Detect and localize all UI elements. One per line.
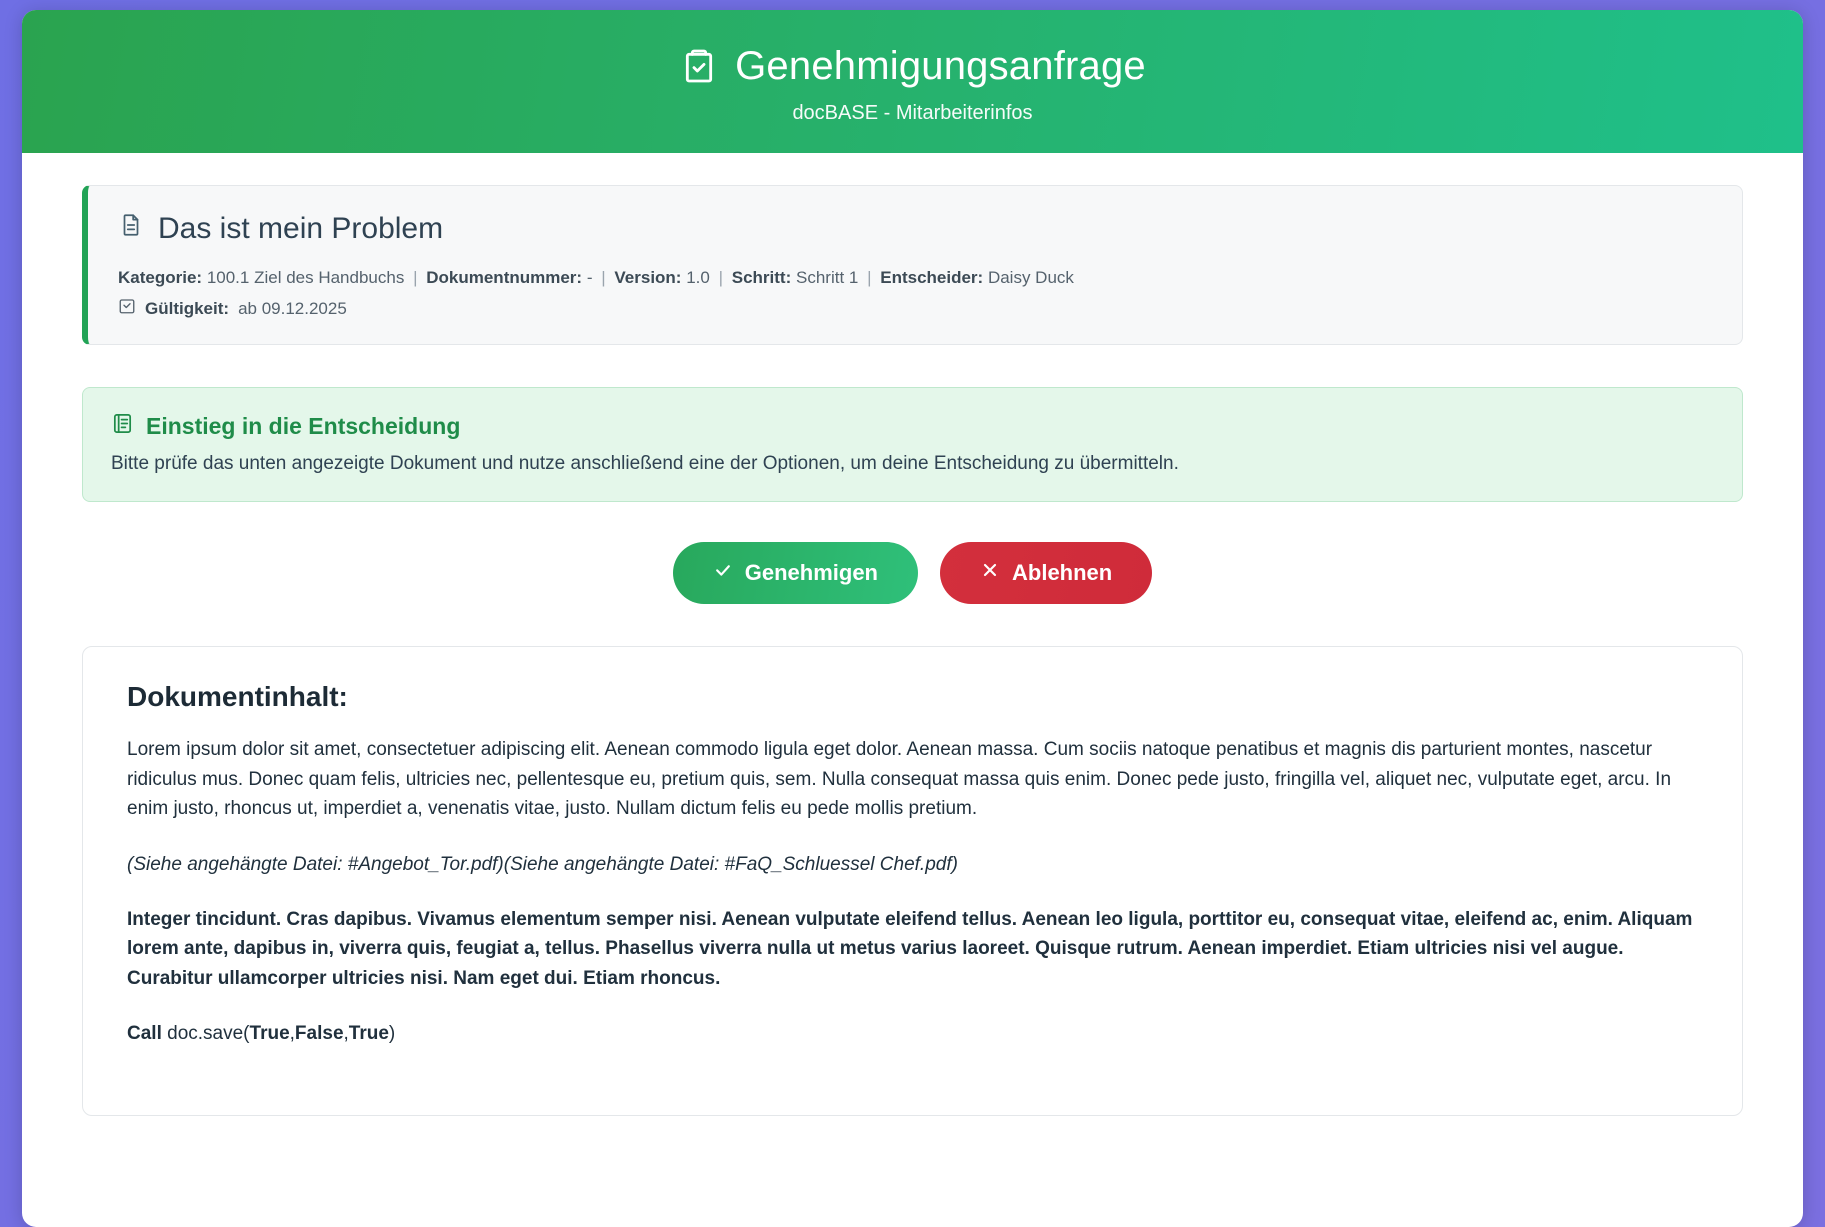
call-suffix: ) <box>388 1023 396 1045</box>
dokumentnummer-value: - <box>586 268 593 287</box>
content-paragraph-2: Integer tincidunt. Cras dapibus. Vivamus elementum semper nisi. Aenean vulputate eleifend tellus. Aenean leo ligula, porttitor eu, consequat vitae, eleifend ac, enim. Aliquam lorem ante, dapibus in, viverra quis, feugiat a, tellus. Phasellus viverra nulla ut metus varius laoreet. Quisque rutrum. Aenean imperdiet. Etiam ultricies nisi vel augue. Curabitur ullamcorper ultricies nisi. Nam eget dui. Etiam rhoncus. <box>127 908 1693 989</box>
dokumentnummer-label: Dokumentnummer: <box>426 268 583 287</box>
meta-separator-4: | <box>867 268 872 287</box>
document-meta <box>118 264 1712 291</box>
call-prefix: Call <box>127 1023 162 1045</box>
page-title-text: Genehmigungsanfrage <box>735 44 1146 88</box>
page-header <box>22 10 1803 153</box>
document-icon <box>118 212 144 246</box>
content-attachments-line: (Siehe angehängte Datei: #Angebot_Tor.pdf)(Siehe angehängte Datei: #FaQ_Schluessel Chef.pdf) <box>127 853 958 875</box>
decision-info-box <box>82 387 1743 502</box>
schritt-label: Schritt: <box>731 268 792 287</box>
page-subtitle: docBASE - Mitarbeiterinfos <box>792 102 1033 124</box>
schritt-value: Schritt 1 <box>795 268 859 287</box>
document-validity <box>118 297 1712 320</box>
app-window <box>22 10 1803 1227</box>
approve-button-label: Genehmigen <box>744 560 878 586</box>
clipboard-check-icon <box>679 46 719 86</box>
validity-label: Gültigkeit: <box>145 298 230 318</box>
call-text: doc.save( <box>161 1023 250 1045</box>
info-box-title <box>111 412 1714 441</box>
decision-actions <box>82 542 1743 604</box>
entscheider-label: Entscheider: <box>880 268 984 287</box>
document-title <box>118 212 1712 246</box>
version-label: Version: <box>614 268 682 287</box>
document-content-heading: Dokumentinhalt: <box>127 681 348 713</box>
call-arg-3: True <box>348 1023 389 1045</box>
info-box-title-text: Einstieg in die Entscheidung <box>146 413 461 440</box>
validity-value: ab 09.12.2025 <box>238 298 347 318</box>
call-comma-2: , <box>343 1023 349 1045</box>
meta-separator-3: | <box>718 268 724 287</box>
kategorie-label: Kategorie: <box>118 268 203 287</box>
meta-separator-2: | <box>601 268 606 287</box>
content-paragraph-1: Lorem ipsum dolor sit amet, consectetuer adipiscing elit. Aenean commodo ligula eget dolor. Aenean massa. Cum sociis natoque penatibus et magnis dis parturient montes, nascetur ridiculus mus. Donec quam felis, ultricies nec, pellentesque eu, pretium quis, sem. Nulla consequat massa quis enim. Donec pede justo, fringilla vel, aliquet nec, vulputate eget, arcu. In enim justo, rhoncus ut, imperdiet a, venenatis vitae, justo. Nullam dictum felis eu pede mollis pretium. <box>127 739 1672 820</box>
main-content <box>22 153 1803 1227</box>
entscheider-value: Daisy Duck <box>987 268 1074 287</box>
check-icon <box>713 560 733 586</box>
page-title <box>42 44 1783 88</box>
call-comma-1: , <box>289 1023 295 1045</box>
call-arg-1: True <box>249 1023 290 1045</box>
cross-icon <box>980 560 1000 586</box>
reject-button-label: Ablehnen <box>1012 560 1113 586</box>
document-title-text: Das ist mein Problem <box>158 212 444 245</box>
calendar-check-icon <box>118 297 136 320</box>
meta-separator-1: | <box>413 268 418 287</box>
info-box-text: Bitte prüfe das unten angezeigte Dokument und nutze anschließend eine der Optionen, um deine Entscheidung zu übermitteln. <box>111 453 1179 475</box>
kategorie-value: 100.1 Ziel des Handbuchs <box>206 268 405 287</box>
version-value: 1.0 <box>686 268 710 287</box>
document-content-card <box>82 646 1743 1116</box>
document-info-card <box>82 185 1743 345</box>
list-doc-icon <box>111 412 134 441</box>
call-arg-2: False <box>294 1023 344 1045</box>
reject-button[interactable] <box>940 542 1152 604</box>
content-call-line <box>127 1019 1698 1048</box>
approve-button[interactable] <box>673 542 918 604</box>
